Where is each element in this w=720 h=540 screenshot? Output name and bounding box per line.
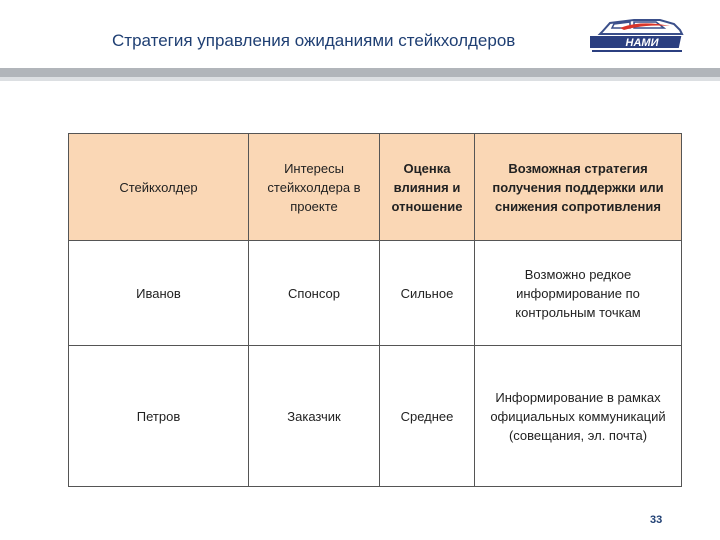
cell-influence: Среднее — [380, 346, 475, 487]
nami-logo — [590, 14, 688, 54]
cell-strategy: Информирование в рамках официальных коммуникаций (совещания, эл. почта) — [475, 346, 682, 487]
table-row — [69, 241, 682, 346]
cell-interests: Заказчик — [249, 346, 380, 487]
header-band-light — [0, 77, 720, 81]
stakeholder-table — [68, 133, 682, 487]
page-number: 33 — [650, 514, 663, 526]
cell-stakeholder: Иванов — [69, 241, 249, 346]
header-influence: Оценка влияния и отношение — [380, 134, 475, 241]
slide-title: Стратегия управления ожиданиями стейкхолдеров — [112, 31, 516, 50]
header-band — [0, 68, 720, 77]
header-stakeholder: Стейкхолдер — [69, 134, 249, 241]
header-interests: Интересы стейкхолдера в проекте — [249, 134, 380, 241]
cell-interests: Спонсор — [249, 241, 380, 346]
slide-header — [0, 0, 720, 68]
table-row — [69, 346, 682, 487]
cell-strategy: Возможно редкое информирование по контрольным точкам — [475, 241, 682, 346]
header-strategy: Возможная стратегия получения поддержки или снижения сопротивления — [475, 134, 682, 241]
logo-wordmark: НАМИ — [625, 37, 659, 49]
cell-stakeholder: Петров — [69, 346, 249, 487]
cell-influence: Сильное — [380, 241, 475, 346]
table-header-row — [69, 134, 682, 241]
